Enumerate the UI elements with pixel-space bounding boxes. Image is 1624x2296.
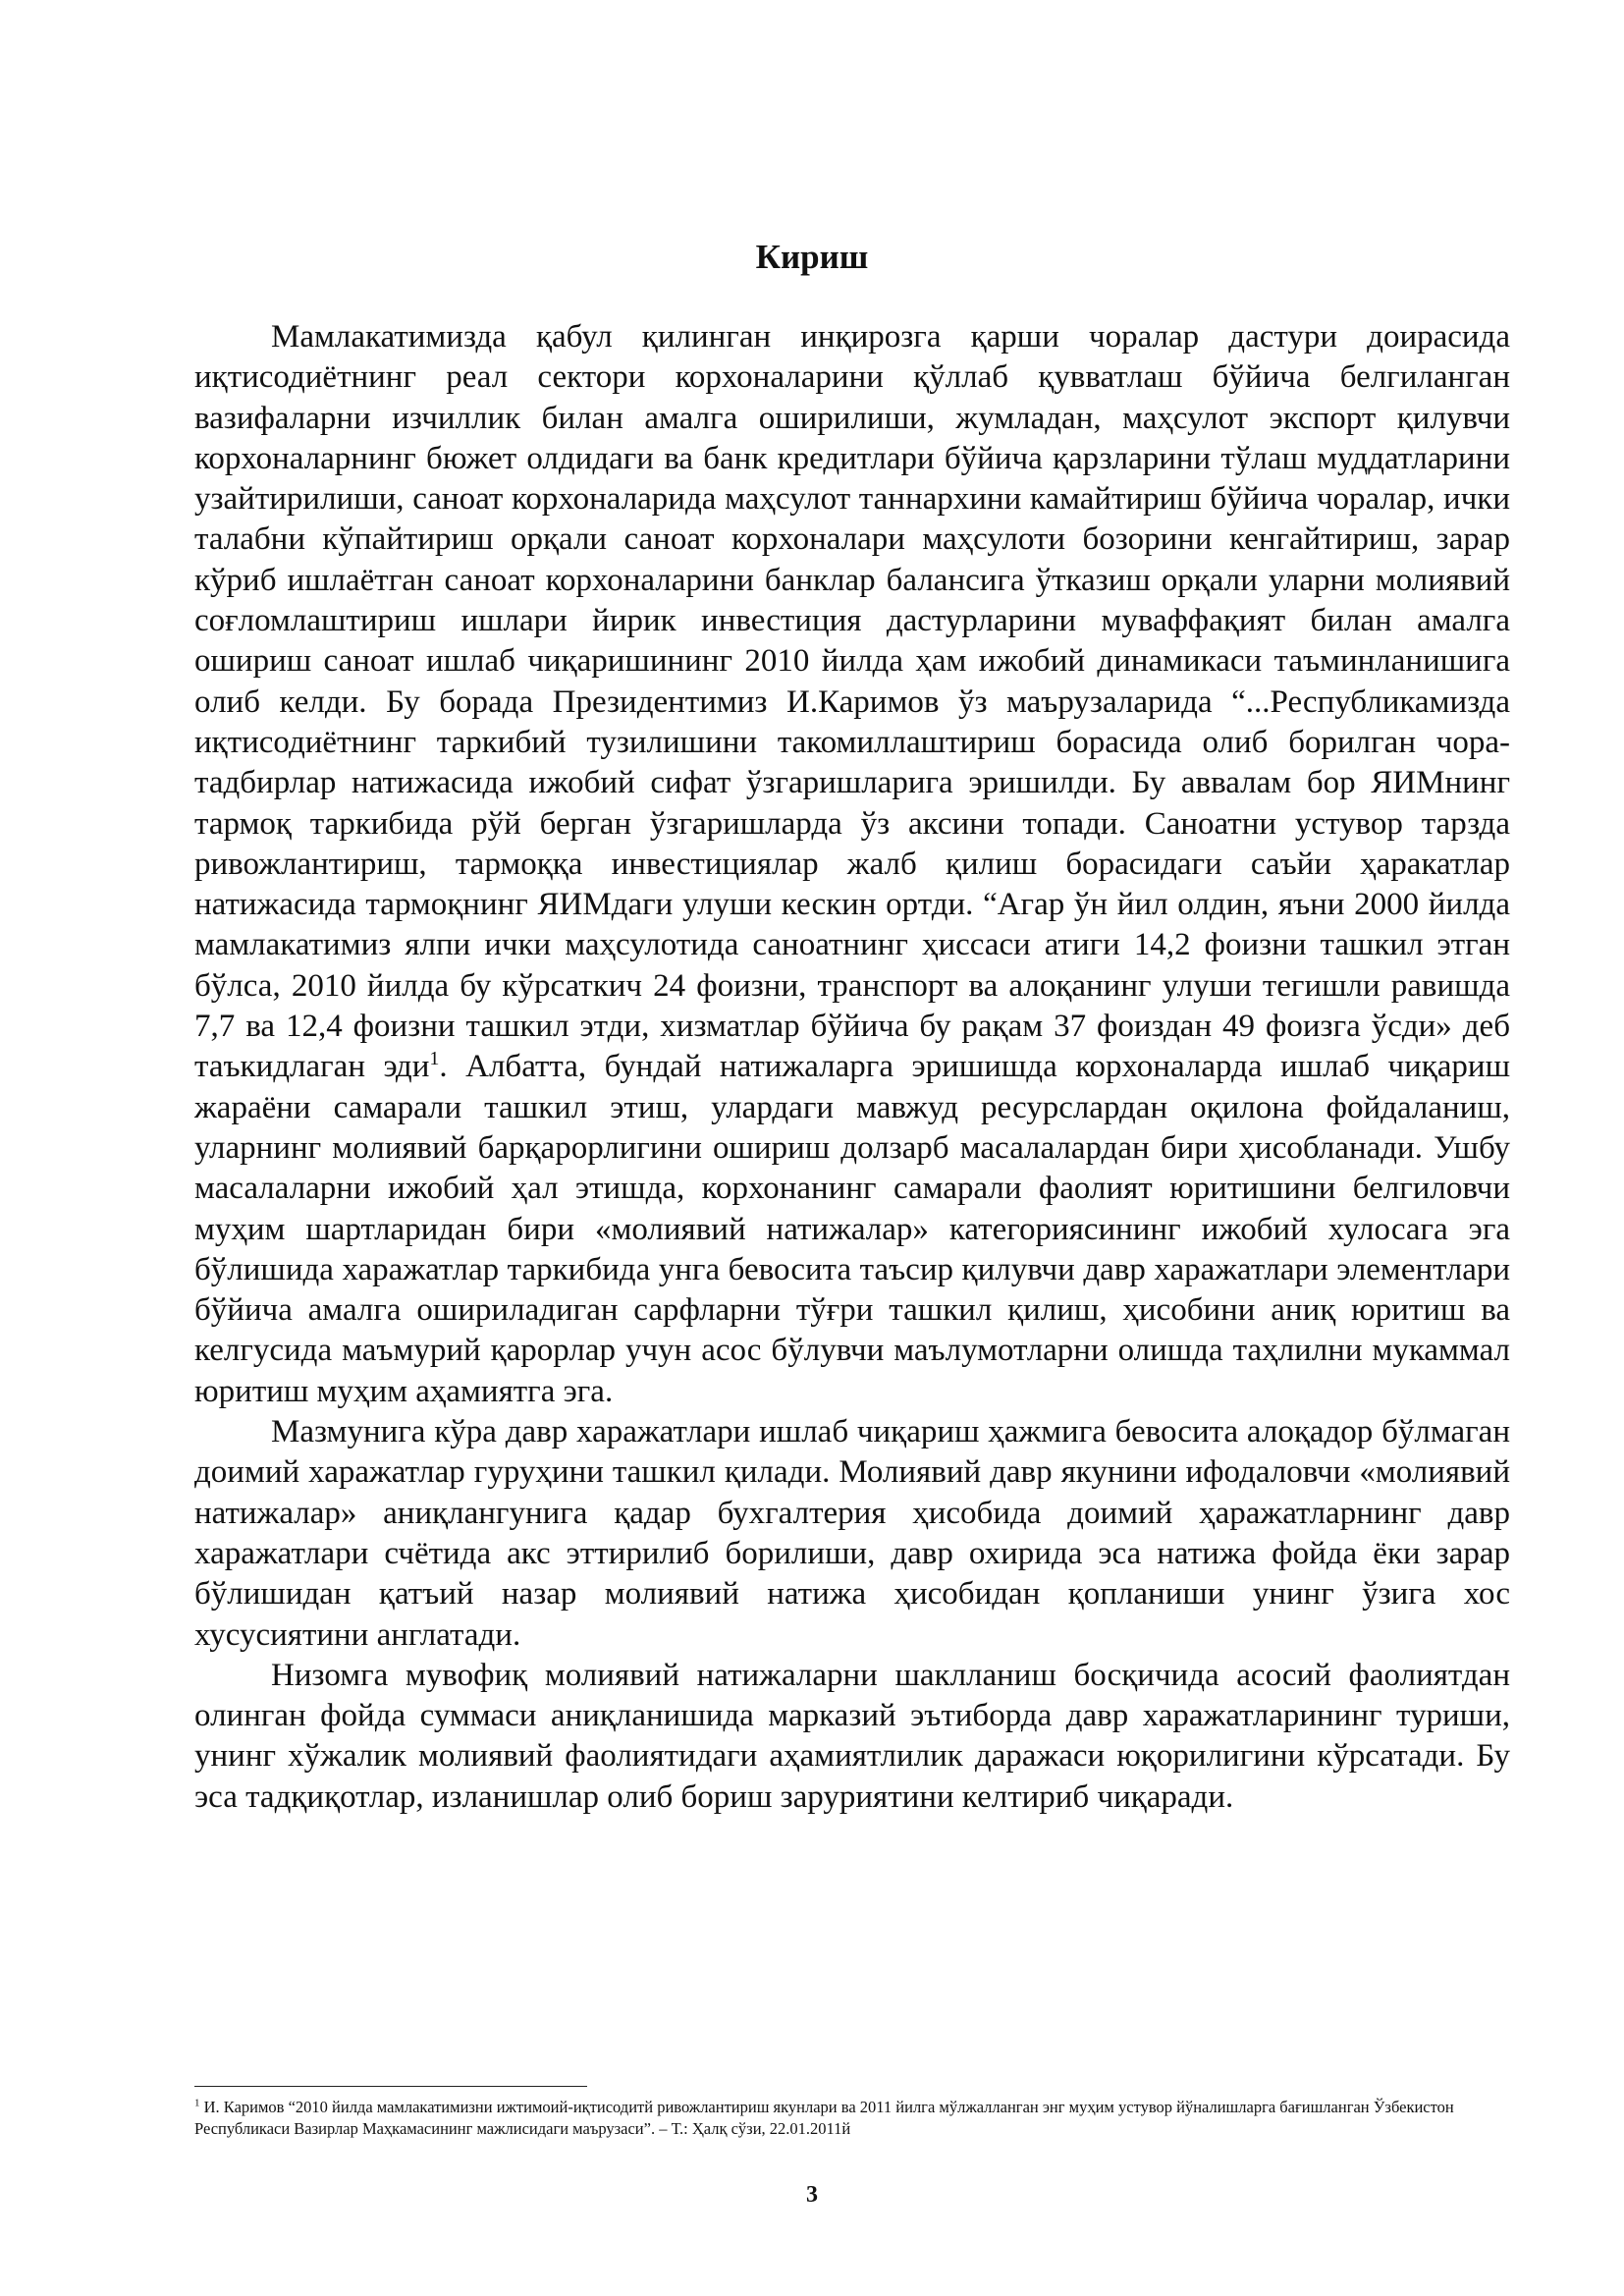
footnote-separator — [194, 2086, 587, 2087]
paragraph-1-text-after-footnote: . Албатта, бундай натижаларга эришишда корхоналарда ишлаб чиқариш жараёни самарали ташкил этиш, улардаги мавжуд ресурслардан оқилона фойдаланиш, уларнинг молиявий барқарорлигини ошириш долзарб масалалардан бири ҳисобланади. Ушбу масалаларни ижобий ҳал этишда, корхонанинг самарали фаолият юритишини белгиловчи муҳим шартларидан бири «молиявий натижалар» категориясининг ижобий хулосага эга бўлишида харажатлар таркибида унга бевосита таъсир қилувчи давр харажатлари элементлари бўйича амалга ошириладиган сарфларни тўғри ташкил қилиш, ҳисобини аниқ юритиш ва келгусида маъмурий қарорлар учун асос бўлувчи маълумотларни олишда таҳлилни мукаммал юритиш муҳим аҳамиятга эга. — [194, 1049, 1510, 1409]
footnote-mark: 1 — [194, 2097, 200, 2109]
footnote-text: И. Каримов “2010 йилда мамлакатимизни ижтимоий-иқтисодитй ривожлантириш якунлари ва 2011 йилга мўлжалланган энг муҳим устувор йўналишларга бағишланган Ўзбекистон Республикаси Вазирлар Маҳкамасининг мажлисидаги маърузаси”. – Т.: Ҳалқ сўзи, 22.01.2011й — [194, 2098, 1454, 2138]
footnote-reference-mark: 1 — [429, 1048, 440, 1070]
footnote — [194, 2097, 1510, 2140]
body-text — [194, 317, 1510, 1818]
paragraph-3: Низомга мувофиқ молиявий натижаларни шаклланиш босқичида асосий фаолиятдан олинган фойда суммаси аниқланишида марказий эътиборда давр харажатларининг туриши, унинг хўжалик молиявий фаолиятидаги аҳамиятлилик даражаси юқорилигини кўрсатади. Бу эса тадқиқотлар, изланишлар олиб бориш заруриятини келтириб чиқаради. — [194, 1657, 1510, 1815]
page-number: 3 — [806, 2182, 818, 2208]
paragraph-2: Мазмунига кўра давр харажатлари ишлаб чиқариш ҳажмига бевосита алоқадор бўлмаган доимий харажатлар гуруҳини ташкил қилади. Молиявий давр якунини ифодаловчи «молиявий натижалар» аниқлангунига қадар бухгалтерия ҳисобида доимий ҳаражатларнинг давр харажатлари счётида акс эттирилиб борилиши, давр охирида эса натижа фойда ёки зарар бўлишидан қатъий назар молиявий натижа ҳисобидан қопланиши унинг ўзига хос хусусиятини англатади. — [194, 1414, 1510, 1653]
paragraph-1 — [194, 317, 1510, 1412]
paragraph-1-text-before-footnote: Мамлакатимизда қабул қилинган инқирозга қарши чоралар дастури доирасида иқтисодиётнинг реал сектори корхоналарини қўллаб қувватлаш бўйича белгиланган вазифаларни изчиллик билан амалга оширилиши, жумладан, маҳсулот экспорт қилувчи корхоналарнинг бюжет олдидаги ва банк кредитлари бўйича қарзларини тўлаш муддатларини узайтирилиши, саноат корхоналарида маҳсулот таннархини камайтириш бўйича чоралар, ички талабни кўпайтириш орқали саноат корхоналари маҳсулоти бозорини кенгайтириш, зарар кўриб ишлаётган саноат корхоналарини банклар балансига ўтказиш орқали уларни молиявий соғломлаштириш ишлари йирик инвестиция дастурларини муваффақият билан амалга ошириш саноат ишлаб чиқаришининг 2010 йилда ҳам ижобий динамикаси таъминланишига олиб келди. Бу борада Президентимиз И.Каримов ўз маърузаларида “...Республикамизда иқтисодиётнинг таркибий тузилишини такомиллаштириш борасида олиб борилган чора-тадбирлар натижасида ижобий сифат ўзгаришларига эришилди. Бу аввалам бор ЯИМнинг тармоқ таркибида рўй берган ўзгаришларда ўз аксини топади. Саноатни устувор тарзда ривожлантириш, тармоққа инвестициялар жалб қилиш борасидаги саъйи ҳаракатлар натижасида тармоқнинг ЯИМдаги улуши кескин ортди. “Агар ўн йил олдин, яъни 2000 йилда мамлакатимиз ялпи ички маҳсулотида саноатнинг ҳиссаси атиги 14,2 фоизни ташкил этган бўлса, 2010 йилда бу кўрсаткич 24 фоизни, транспорт ва алоқанинг улуши тегишли равишда 7,7 ва 12,4 фоизни ташкил этди, хизматлар бўйича бу рақам 37 фоиздан 49 фоизга ўсди» деб таъкидлаган эди — [194, 319, 1510, 1085]
page-heading: Кириш — [755, 238, 869, 276]
